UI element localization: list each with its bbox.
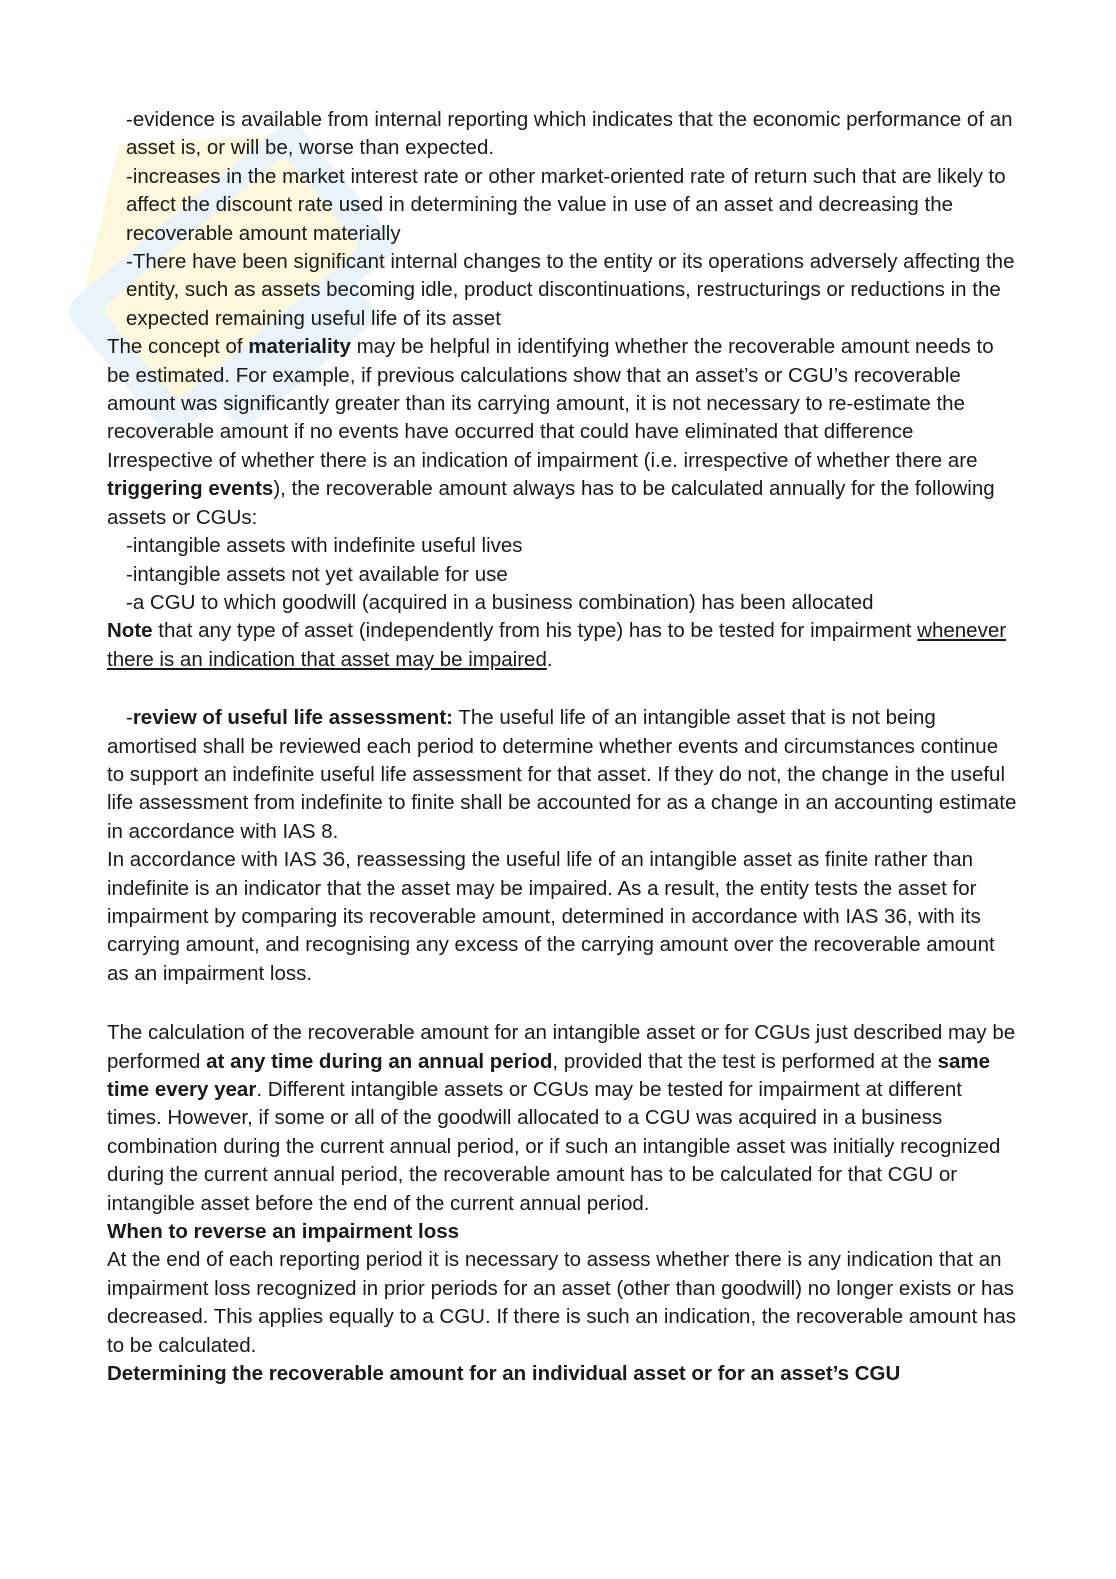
triggering-paragraph: Irrespective of whether there is an indication of impairment (i.e. irrespective of whether there are triggering events), the recoverable amount always has to be calculated annually for the following assets or CGUs: bbox=[107, 448, 995, 529]
bullet-internal-changes: -There have been significant internal changes to the entity or its operations adversely affecting the entity, such as assets becoming idle, product discontinuations, restructurings or reductions in the expected remaining useful life of its asset bbox=[126, 250, 1015, 330]
spacer bbox=[107, 674, 1017, 704]
review-bold: review of useful life assessment: bbox=[132, 706, 453, 730]
ias36-paragraph: In accordance with IAS 36, reassessing the useful life of an intangible asset as finite rather than indefinite is an indicator that the asset may be impaired. As a result, the entity tests the asset for impairment by comparing its recoverable amount, determined in accordance with IAS 36, with its carrying amount, and recognising any excess of the carrying amount over the recoverable amount as an impairment loss. bbox=[107, 848, 995, 985]
triggering-bold: triggering events bbox=[107, 477, 274, 501]
bullet-internal-reporting: -evidence is available from internal reporting which indicates that the economic performance of an asset is, or will be, worse than expected. bbox=[126, 108, 1013, 160]
note-paragraph: Note that any type of asset (independently from his type) has to be tested for impairment whenever there is an indication that asset may be impaired. bbox=[107, 619, 1007, 671]
materiality-paragraph: The concept of materiality may be helpful in identifying whether the recoverable amount needs to be estimated. For example, if previous calculations show that an asset’s or CGU’s recoverable amount was significantly greater than its carrying amount, it is not necessary to re-estimate the recoverable amount if no events have occurred that could have eliminated that difference bbox=[107, 335, 994, 444]
note-underlined: whenever there is an indication that asset may be impaired bbox=[107, 619, 1007, 671]
note-bold: Note bbox=[107, 619, 153, 643]
reverse-heading: When to reverse an impairment loss bbox=[107, 1220, 460, 1244]
materiality-bold: materiality bbox=[248, 335, 351, 359]
review-paragraph: -review of useful life assessment: The useful life of an intangible asset that is not being amortised shall be reviewed each period to determine whether events and circumstances continue to support an indefinite useful life assessment for that asset. If they do not, the change in the useful life assessment from indefinite to finite shall be accounted for as a change in an accounting estimate in accordance with IAS 8. bbox=[107, 706, 1017, 843]
bullet-not-yet-available: -intangible assets not yet available for use bbox=[126, 562, 508, 586]
bullet-goodwill-cgu: -a CGU to which goodwill (acquired in a business combination) has been allocated bbox=[126, 590, 874, 614]
bullet-indefinite-lives: -intangible assets with indefinite useful lives bbox=[126, 534, 523, 558]
spacer bbox=[107, 988, 1017, 1019]
document-page bbox=[107, 106, 1017, 1388]
final-heading: Determining the recoverable amount for an individual asset or for an asset’s CGU bbox=[107, 1362, 901, 1386]
calculation-paragraph: The calculation of the recoverable amount for an intangible asset or for CGUs just described may be performed at any time during an annual period, provided that the test is performed at the same time every year. Different intangible assets or CGUs may be tested for impairment at different times. However, if some or all of the goodwill allocated to a CGU was acquired in a business combination during the current annual period, or if such an intangible asset was initially recognized during the current annual period, the recoverable amount has to be calculated for that CGU or intangible asset before the end of the current annual period. bbox=[107, 1021, 1016, 1215]
reverse-paragraph: At the end of each reporting period it is necessary to assess whether there is any indication that an impairment loss recognized in prior periods for an asset (other than goodwill) no longer exists or has decreased. This applies equally to a CGU. If there is such an indication, the recoverable amount has to be calculated. bbox=[107, 1248, 1016, 1357]
bullet-interest-rate: -increases in the market interest rate or other market-oriented rate of return such that are likely to affect the discount rate used in determining the value in use of an asset and decreasing the recoverable amount materially bbox=[126, 164, 1006, 245]
